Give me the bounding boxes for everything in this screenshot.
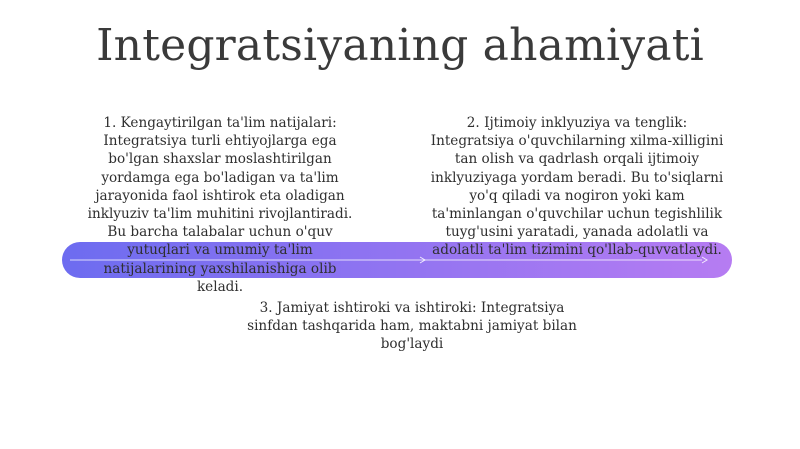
point-1-text: 1. Kengaytirilgan ta'lim natijalari: Integratsiya turli ehtiyojlarga ega bo'lgan shaxslar moslashtirilgan yordamga ega bo'ladigan va ta'lim jarayonida faol ishtirok eta oladigan inklyuziv ta'lim muhitini rivojlantiradi. Bu barcha talabalar uchun o'quv yutuqlari va umumiy ta'lim natijalarining yaxshilanishiga olib keladi. bbox=[87, 115, 353, 295]
point-2-text: 2. Ijtimoiy inklyuziya va tenglik: Integratsiya o'quvchilarning xilma-xilligini tan olish va qadrlash orqali ijtimoiy inklyuziyaga yordam beradi. Bu to'siqlarni yo'q qiladi va nogiron yoki kam ta'minlangan o'quvchilar uchun tegishlilik tuyg'usini yaratadi, yanada adolatli va adolatli ta'lim tizimini qo'llab-quvvatlaydi. bbox=[430, 115, 724, 259]
slide-title: Integratsiyaning ahamiyati bbox=[96, 20, 704, 71]
point-3-text: 3. Jamiyat ishtiroki va ishtiroki: Integratsiya sinfdan tashqarida ham, maktabni jamiyat bilan bog'laydi bbox=[247, 300, 577, 353]
